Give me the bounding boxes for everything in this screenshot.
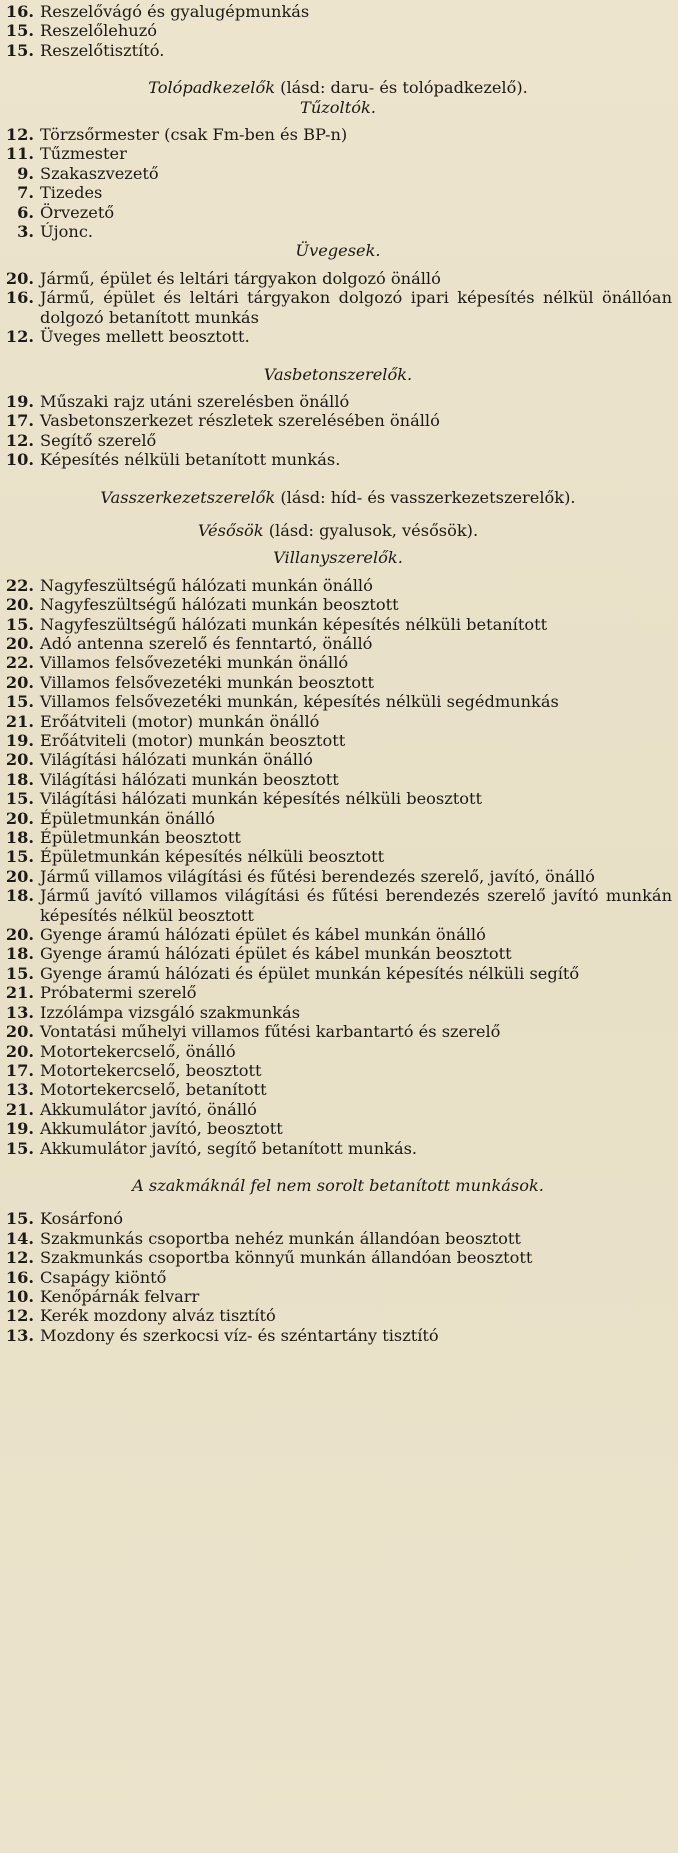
- list-item: [4, 1326, 672, 1345]
- list-item: [4, 1268, 672, 1287]
- job-title: Izzólámpa vizsgáló szakmunkás: [40, 1002, 301, 1022]
- wage-class-number: 15.: [5, 614, 34, 634]
- list-item: [4, 789, 672, 808]
- wage-class-number: 22.: [5, 575, 34, 595]
- list-item: [4, 144, 672, 163]
- wage-class-number: 3.: [17, 222, 34, 242]
- list-item: [4, 1287, 672, 1306]
- job-title: Szakaszvezető: [40, 163, 159, 183]
- list-item: [4, 712, 672, 731]
- job-title: Erőátviteli (motor) munkán beosztott: [40, 731, 346, 750]
- list-item: [4, 288, 672, 327]
- wage-class-number: 12.: [5, 1306, 34, 1326]
- job-title: Akkumulátor javító, beosztott: [40, 1119, 283, 1139]
- job-title: Nagyfeszültségű hálózati munkán képesítés nélküli betanított: [40, 614, 548, 634]
- list-item: [4, 1080, 672, 1099]
- job-title: Motortekercselő, betanított: [40, 1080, 267, 1100]
- wage-class-number: 18.: [5, 828, 34, 848]
- section-note: (lásd: híd- és vasszerkezetszerelők).: [275, 487, 576, 507]
- list-item: [4, 634, 672, 653]
- job-title: Műszaki rajz utáni szerelésben önálló: [40, 391, 350, 411]
- wage-class-number: 15.: [5, 692, 34, 712]
- job-title: Szakmunkás csoportba könnyű munkán állandóan beosztott: [40, 1248, 533, 1268]
- job-title: Törzsőrmester (csak Fm-ben és BP-n): [40, 125, 348, 145]
- list-item: [4, 1061, 672, 1080]
- wage-class-number: 7.: [17, 183, 34, 203]
- section-heading-tolopadkezelok: [4, 78, 672, 97]
- section-heading-betanitott-munkasok: [4, 1176, 672, 1195]
- list-item: [4, 750, 672, 769]
- job-title: Világítási hálózati munkán önálló: [40, 750, 313, 770]
- wage-class-number: 17.: [5, 411, 34, 431]
- job-title: Vasbetonszerkezet részletek szerelésében önálló: [40, 411, 440, 431]
- wage-class-number: 19.: [5, 1119, 34, 1139]
- wage-class-number: 20.: [5, 1041, 34, 1061]
- job-title: Jármű, épület és leltári tárgyakon dolgozó ipari képesítés nélkül önállóan dolgozó betanított munkás: [40, 288, 672, 327]
- list-item: [4, 431, 672, 450]
- job-title: Villamos felsővezetéki munkán önálló: [40, 653, 349, 673]
- job-title: Reszelővágó és gyalugépmunkás: [40, 2, 310, 21]
- wage-class-number: 20.: [5, 672, 34, 692]
- job-title: Villamos felsővezetéki munkán, képesítés nélküli segédmunkás: [40, 692, 559, 712]
- wage-class-number: 18.: [5, 769, 34, 789]
- wage-class-number: 6.: [17, 202, 34, 222]
- wage-class-number: 18.: [5, 886, 34, 906]
- list-item: [4, 327, 672, 346]
- wage-class-number: 12.: [5, 430, 34, 450]
- entry-group-betanitott-munkasok: [4, 1209, 672, 1345]
- list-item: [4, 731, 672, 750]
- list-item: [4, 1042, 672, 1061]
- job-title: Adó antenna szerelő és fenntartó, önálló: [40, 633, 373, 653]
- section-title: Vasbetonszerelők.: [263, 364, 413, 384]
- job-title: Nagyfeszültségű hálózati munkán beosztott: [40, 595, 399, 615]
- job-title: Épületmunkán önálló: [40, 808, 216, 828]
- job-title: Akkumulátor javító, önálló: [40, 1099, 257, 1119]
- job-title: Gyenge áramú hálózati és épület munkán képesítés nélküli segítő: [40, 963, 580, 983]
- job-title: Kerék mozdony alváz tisztító: [40, 1306, 276, 1326]
- list-item: [4, 392, 672, 411]
- wage-class-number: 12.: [5, 1248, 34, 1268]
- wage-class-number: 20.: [5, 808, 34, 828]
- wage-class-number: 20.: [5, 866, 34, 886]
- wage-class-number: 20.: [5, 268, 34, 288]
- job-title: Csapágy kiöntő: [40, 1267, 167, 1287]
- job-title: Motortekercselő, beosztott: [40, 1060, 262, 1080]
- list-item: [4, 1248, 672, 1267]
- job-title: Gyenge áramú hálózati épület és kábel munkán önálló: [40, 925, 486, 945]
- list-item: [4, 1119, 672, 1138]
- list-item: [4, 125, 672, 144]
- list-item: [4, 828, 672, 847]
- list-item: [4, 41, 672, 60]
- section-note: (lásd: daru- és tolópadkezelő).: [275, 78, 528, 98]
- list-item: [4, 222, 672, 241]
- wage-class-number: 11.: [5, 144, 34, 164]
- wage-class-number: 10.: [5, 450, 34, 470]
- list-item: [4, 269, 672, 288]
- list-item: [4, 411, 672, 430]
- job-title: Képesítés nélküli betanított munkás.: [40, 450, 341, 470]
- job-title: Gyenge áramú hálózati épület és kábel munkán beosztott: [40, 944, 512, 964]
- wage-class-number: 15.: [5, 963, 34, 983]
- job-title: Erőátviteli (motor) munkán önálló: [40, 711, 320, 731]
- list-item: [4, 595, 672, 614]
- list-item: [4, 1139, 672, 1158]
- job-title: Reszelőtisztító.: [40, 40, 165, 60]
- entry-group-reszelo: [4, 2, 672, 60]
- wage-class-number: 18.: [5, 944, 34, 964]
- wage-class-number: 12.: [5, 125, 34, 145]
- list-item: [4, 847, 672, 866]
- wage-class-number: 13.: [5, 1325, 34, 1345]
- section-heading-vasszerkezetszerelok: [4, 488, 672, 507]
- entry-group-villanyszerelok: [4, 576, 672, 1158]
- job-title: Mozdony és szerkocsi víz- és széntartány tisztító: [40, 1325, 439, 1345]
- wage-class-number: 12.: [5, 327, 34, 347]
- list-item: [4, 1100, 672, 1119]
- job-title: Kosárfonó: [40, 1209, 124, 1229]
- wage-class-number: 10.: [5, 1286, 34, 1306]
- list-item: [4, 615, 672, 634]
- section-title: Tolópadkezelők: [148, 78, 275, 98]
- wage-class-number: 16.: [5, 288, 34, 308]
- wage-class-number: 14.: [5, 1228, 34, 1248]
- list-item: [4, 183, 672, 202]
- section-title: Üvegesek.: [295, 241, 381, 261]
- list-item: [4, 653, 672, 672]
- entry-group-vasbetonszerelok: [4, 392, 672, 470]
- list-item: [4, 770, 672, 789]
- list-item: [4, 1306, 672, 1325]
- list-item: [4, 2, 672, 21]
- job-title: Szakmunkás csoportba nehéz munkán állandóan beosztott: [40, 1228, 521, 1248]
- section-heading-vesosok: [4, 521, 672, 540]
- job-title: Kenőpárnák felvarr: [40, 1286, 200, 1306]
- job-title: Reszelőlehuzó: [40, 21, 157, 41]
- list-item: [4, 944, 672, 963]
- job-title: Világítási hálózati munkán beosztott: [40, 769, 339, 789]
- job-title: Próbatermi szerelő: [40, 983, 197, 1003]
- section-title: A szakmáknál fel nem sorolt betanított munkások.: [132, 1175, 544, 1195]
- list-item: [4, 867, 672, 886]
- list-item: [4, 925, 672, 944]
- wage-class-number: 22.: [5, 653, 34, 673]
- list-item: [4, 886, 672, 925]
- job-title: Épületmunkán beosztott: [40, 828, 241, 848]
- list-item: [4, 450, 672, 469]
- wage-class-number: 17.: [5, 1060, 34, 1080]
- wage-class-number: 15.: [5, 1209, 34, 1229]
- wage-class-number: 16.: [5, 2, 34, 21]
- wage-class-number: 20.: [5, 925, 34, 945]
- list-item: [4, 1003, 672, 1022]
- wage-class-number: 20.: [5, 750, 34, 770]
- section-heading-vasbetonszerelok: [4, 365, 672, 384]
- wage-class-number: 21.: [5, 983, 34, 1003]
- wage-class-number: 15.: [5, 40, 34, 60]
- wage-class-number: 19.: [5, 391, 34, 411]
- wage-class-number: 13.: [5, 1002, 34, 1022]
- job-title: Jármű villamos világítási és fűtési berendezés szerelő, javító, önálló: [40, 866, 595, 886]
- section-heading-uvegesek: [4, 241, 672, 260]
- list-item: [4, 673, 672, 692]
- wage-class-number: 19.: [5, 731, 34, 750]
- job-title: Nagyfeszültségű hálózati munkán önálló: [40, 575, 373, 595]
- section-heading-villanyszerelok: [4, 548, 672, 567]
- job-title: Üveges mellett beosztott.: [40, 327, 250, 347]
- wage-class-number: 15.: [5, 847, 34, 867]
- wage-class-number: 21.: [5, 711, 34, 731]
- wage-class-number: 15.: [5, 1138, 34, 1158]
- entry-group-uvegesek: [4, 269, 672, 347]
- wage-class-number: 20.: [5, 1022, 34, 1042]
- wage-class-number: 13.: [5, 1080, 34, 1100]
- job-title: Tűzmester: [40, 144, 127, 164]
- list-item: [4, 809, 672, 828]
- list-item: [4, 964, 672, 983]
- list-item: [4, 576, 672, 595]
- wage-class-number: 15.: [5, 789, 34, 809]
- wage-class-number: 16.: [5, 1267, 34, 1287]
- entry-group-tuzoltok: [4, 125, 672, 241]
- wage-class-number: 9.: [17, 163, 34, 183]
- list-item: [4, 1022, 672, 1041]
- job-title: Villamos felsővezetéki munkán beosztott: [40, 672, 375, 692]
- job-title: Jármű javító villamos világítási és fűtési berendezés szerelő javító munkán képesítés nélkül beosztott: [40, 886, 672, 925]
- section-title: Villanyszerelők.: [273, 548, 403, 568]
- section-title: Vésősök: [197, 520, 264, 540]
- job-title: Segítő szerelő: [40, 430, 157, 450]
- list-item: [4, 983, 672, 1002]
- wage-class-number: 21.: [5, 1099, 34, 1119]
- job-title: Motortekercselő, önálló: [40, 1041, 236, 1061]
- job-title: Örvezető: [40, 202, 115, 222]
- list-item: [4, 21, 672, 40]
- job-title: Akkumulátor javító, segítő betanított munkás.: [40, 1138, 418, 1158]
- list-item: [4, 692, 672, 711]
- wage-class-number: 20.: [5, 595, 34, 615]
- section-title: Vasszerkezetszerelők: [100, 487, 276, 507]
- section-heading-tuzoltok: [4, 98, 672, 117]
- wage-class-number: 20.: [5, 633, 34, 653]
- job-title: Vontatási műhelyi villamos fűtési karbantartó és szerelő: [40, 1022, 501, 1042]
- job-title: Tizedes: [40, 183, 103, 203]
- job-title: Jármű, épület és leltári tárgyakon dolgozó önálló: [40, 268, 441, 288]
- list-item: [4, 1229, 672, 1248]
- list-item: [4, 203, 672, 222]
- job-title: Újonc.: [40, 222, 94, 242]
- list-item: [4, 164, 672, 183]
- section-note: (lásd: gyalusok, vésősök).: [263, 520, 479, 540]
- wage-class-number: 15.: [5, 21, 34, 41]
- section-title: Tűzoltók.: [300, 97, 376, 117]
- list-item: [4, 1209, 672, 1228]
- job-title: Épületmunkán képesítés nélküli beosztott: [40, 847, 385, 867]
- job-title: Világítási hálózati munkán képesítés nélküli beosztott: [40, 789, 483, 809]
